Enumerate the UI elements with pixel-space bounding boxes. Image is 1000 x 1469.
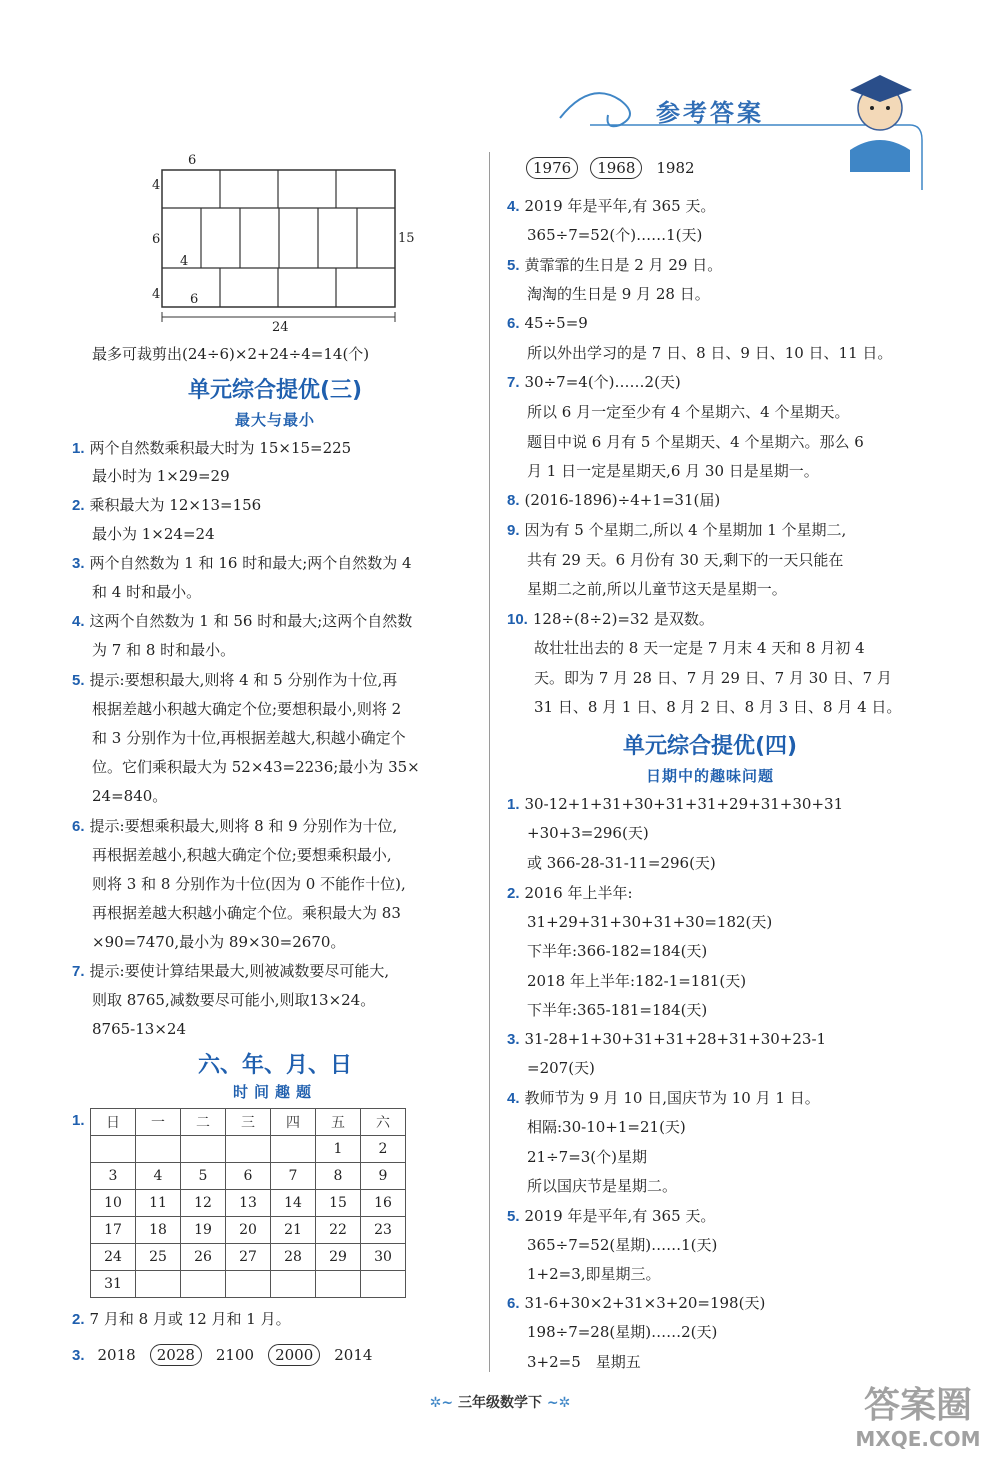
left-q6-line4: 再根据差越大积越小确定个位。乘积最大为 83 bbox=[92, 904, 401, 922]
left-q6-line2: 再根据差越小,积越大确定个位;要想乘积最小, bbox=[92, 846, 392, 864]
left-q5-line1: 5. 提示:要想积最大,则将 4 和 5 分别作为十位,再 bbox=[72, 671, 398, 689]
right-s1-line1: 1. 30-12+1+31+30+31+31+29+31+30+31 bbox=[507, 795, 844, 813]
left-q1-line2: 最小时为 1×29=29 bbox=[92, 467, 230, 485]
oval-1976: 1976 bbox=[526, 157, 578, 179]
left-q1-line1: 1. 两个自然数乘积最大时为 15×15=225 bbox=[72, 439, 352, 457]
cal-cell: 31 bbox=[91, 1271, 136, 1298]
cal-cell: 26 bbox=[181, 1244, 226, 1271]
cal-cell: 2 bbox=[361, 1136, 406, 1163]
right-years: 1976 1968 1982 bbox=[520, 157, 703, 179]
right-r5-line2: 淘淘的生日是 9 月 28 日。 bbox=[527, 285, 710, 303]
cal-cell bbox=[226, 1136, 271, 1163]
cal-cell: 3 bbox=[91, 1163, 136, 1190]
right-r5-line1: 5. 黄霏霏的生日是 2 月 29 日。 bbox=[507, 256, 723, 274]
right-r9-line1: 9. 因为有 5 个星期二,所以 4 个星期加 1 个星期二, bbox=[507, 521, 847, 539]
cal-cell: 9 bbox=[361, 1163, 406, 1190]
cal-head: 五 bbox=[316, 1109, 361, 1136]
column-divider bbox=[489, 152, 490, 1372]
right-r8: 8. (2016-1896)÷4+1=31(届) bbox=[507, 491, 721, 509]
header-title: 参考答案 bbox=[656, 99, 764, 127]
cal-cell bbox=[271, 1271, 316, 1298]
right-r6-line1: 6. 45÷5=9 bbox=[507, 314, 588, 332]
cal-cell: 13 bbox=[226, 1190, 271, 1217]
cal-cell: 25 bbox=[136, 1244, 181, 1271]
footer-text: 三年级数学下 bbox=[458, 1395, 542, 1411]
left-top-line: 最多可裁剪出(24÷6)×2+24÷4=14(个) bbox=[92, 345, 370, 363]
section4-subtitle: 日期中的趣味问题 bbox=[645, 767, 774, 785]
cal-cell: 16 bbox=[361, 1190, 406, 1217]
right-r7-line3: 题目中说 6 月有 5 个星期天、4 个星期六。那么 6 bbox=[527, 433, 864, 451]
right-s2-line2: 31+29+31+30+31+30=182(天) bbox=[527, 913, 773, 931]
left-q5-line5: 24=840。 bbox=[92, 787, 168, 805]
cal-cell bbox=[136, 1271, 181, 1298]
right-s5-line2: 365÷7=52(星期)……1(天) bbox=[527, 1236, 718, 1254]
section3-subtitle: 最大与最小 bbox=[234, 411, 315, 429]
left-q5-line2: 根据差越小积越大确定个位;要想积最小,则将 2 bbox=[92, 700, 402, 718]
right-r9-line3: 星期二之前,所以儿童节这天是星期一。 bbox=[527, 580, 787, 598]
flourish-left-icon: ✲~ bbox=[429, 1395, 454, 1411]
left-q7-line2: 则取 8765,减数要尽可能小,则取13×24。 bbox=[92, 991, 376, 1009]
cal-head: 三 bbox=[226, 1109, 271, 1136]
right-r7-line2: 所以 6 月一定至少有 4 个星期六、4 个星期天。 bbox=[527, 403, 850, 421]
cal-cell bbox=[316, 1271, 361, 1298]
cal-head: 六 bbox=[361, 1109, 406, 1136]
left-q2b: 2. 7 月和 8 月或 12 月和 1 月。 bbox=[72, 1310, 291, 1328]
flourish-right-icon: ~✲ bbox=[546, 1395, 571, 1411]
cal-cell: 5 bbox=[181, 1163, 226, 1190]
cal-cell bbox=[91, 1136, 136, 1163]
cal-cell: 7 bbox=[271, 1163, 316, 1190]
oval-1968: 1968 bbox=[590, 157, 642, 179]
cal-cell: 22 bbox=[316, 1217, 361, 1244]
cal-cell: 23 bbox=[361, 1217, 406, 1244]
cal-cell bbox=[181, 1136, 226, 1163]
cal-cell: 10 bbox=[91, 1190, 136, 1217]
section6-title: 六、年、月、日 bbox=[197, 1053, 352, 1078]
section3-title: 单元综合提优(三) bbox=[187, 378, 363, 403]
cal-cell: 12 bbox=[181, 1190, 226, 1217]
fig-label-inner-6: 6 bbox=[190, 292, 199, 307]
left-q3-line2: 和 4 时和最小。 bbox=[92, 583, 202, 601]
left-q7-line3: 8765-13×24 bbox=[92, 1020, 186, 1038]
right-s6-line2: 198÷7=28(星期)……2(天) bbox=[527, 1323, 718, 1341]
right-s6-line1: 6. 31-6+30×2+31×3+20=198(天) bbox=[507, 1294, 766, 1312]
left-q5-line3: 和 3 分别作为十位,再根据差越大,积越小确定个 bbox=[92, 729, 406, 747]
right-r10-line4: 31 日、8 月 1 日、8 月 2 日、8 月 3 日、8 月 4 日。 bbox=[534, 698, 902, 716]
right-s5-line3: 1+2=3,即星期三。 bbox=[527, 1265, 661, 1283]
right-s3-line2: =207(天) bbox=[527, 1059, 595, 1077]
left-q3b: 3. 2018 2028 2100 2000 2014 bbox=[72, 1346, 373, 1364]
calendar-table bbox=[90, 1108, 406, 1298]
cal-cell: 19 bbox=[181, 1217, 226, 1244]
left-q4-line1: 4. 这两个自然数为 1 和 56 时和最大;这两个自然数 bbox=[72, 612, 413, 630]
header-decoration bbox=[550, 60, 930, 200]
watermark-logo bbox=[848, 1385, 988, 1451]
right-r4-line2: 365÷7=52(个)……1(天) bbox=[527, 226, 703, 244]
right-r4-line1: 4. 2019 年是平年,有 365 天。 bbox=[507, 197, 716, 215]
cal-cell: 6 bbox=[226, 1163, 271, 1190]
fig-label-bottom: 24 bbox=[272, 320, 289, 335]
left-q6-line5: ×90=7470,最小为 89×30=2670。 bbox=[92, 933, 346, 951]
right-r9-line2: 共有 29 天。6 月份有 30 天,剩下的一天只能在 bbox=[527, 551, 844, 569]
right-r7-line4: 月 1 日一定是星期天,6 月 30 日是星期一。 bbox=[527, 462, 819, 480]
cal-cell bbox=[136, 1136, 181, 1163]
right-r10-line3: 天。即为 7 月 28 日、7 月 29 日、7 月 30 日、7 月 bbox=[534, 669, 892, 687]
right-s4-line2: 相隔:30-10+1=21(天) bbox=[527, 1118, 686, 1136]
right-r10-line1: 10. 128÷(8÷2)=32 是双数。 bbox=[507, 610, 714, 628]
fig-label-left-bottom: 4 bbox=[152, 287, 161, 302]
right-s5-line1: 5. 2019 年是平年,有 365 天。 bbox=[507, 1207, 716, 1225]
right-s2-line3: 下半年:366-182=184(天) bbox=[527, 942, 708, 960]
cal-cell: 18 bbox=[136, 1217, 181, 1244]
cal-cell: 21 bbox=[271, 1217, 316, 1244]
cal-head: 四 bbox=[271, 1109, 316, 1136]
right-r6-line2: 所以外出学习的是 7 日、8 日、9 日、10 日、11 日。 bbox=[527, 344, 893, 362]
right-r7-line1: 7. 30÷7=4(个)……2(天) bbox=[507, 373, 681, 391]
right-s2-line1: 2. 2016 年上半年: bbox=[507, 884, 633, 902]
right-s2-line4: 2018 年上半年:182-1=181(天) bbox=[527, 972, 747, 990]
fig-label-right: 15 bbox=[398, 231, 415, 246]
right-s1-line3: 或 366-28-31-11=296(天) bbox=[527, 854, 716, 872]
left-q7-line1: 7. 提示:要使计算结果最大,则被减数要尽可能大, bbox=[72, 962, 390, 980]
watermark-line2: MXQE.COM bbox=[855, 1427, 981, 1451]
cal-cell bbox=[361, 1271, 406, 1298]
section6-subtitle: 时间趣题 bbox=[232, 1083, 317, 1101]
right-s6-line3: 3+2=5 星期五 bbox=[527, 1353, 641, 1371]
cal-head: 日 bbox=[91, 1109, 136, 1136]
cal-head: 一 bbox=[136, 1109, 181, 1136]
cal-cell: 11 bbox=[136, 1190, 181, 1217]
cal-cell: 28 bbox=[271, 1244, 316, 1271]
left-q2-line2: 最小为 1×24=24 bbox=[92, 525, 215, 543]
left-q5-line4: 位。它们乘积最大为 52×43=2236;最小为 35× bbox=[92, 758, 420, 776]
watermark-line1: 答案圈 bbox=[863, 1385, 972, 1426]
cal-cell: 29 bbox=[316, 1244, 361, 1271]
cal-cell bbox=[181, 1271, 226, 1298]
left-q4-line2: 为 7 和 8 时和最小。 bbox=[92, 641, 236, 659]
right-r10-line2: 故壮壮出去的 8 天一定是 7 月末 4 天和 8 月初 4 bbox=[534, 639, 865, 657]
left-q6-line1: 6. 提示:要想乘积最大,则将 8 和 9 分别作为十位, bbox=[72, 817, 398, 835]
right-s4-line3: 21÷7=3(个)星期 bbox=[527, 1148, 648, 1166]
cal-head: 二 bbox=[181, 1109, 226, 1136]
right-s4-line1: 4. 教师节为 9 月 10 日,国庆节为 10 月 1 日。 bbox=[507, 1089, 820, 1107]
right-s3-line1: 3. 31-28+1+30+31+31+28+31+30+23-1 bbox=[507, 1030, 827, 1048]
cal-cell: 15 bbox=[316, 1190, 361, 1217]
right-s1-line2: +30+3=296(天) bbox=[527, 824, 649, 842]
cal-cell: 24 bbox=[91, 1244, 136, 1271]
fig-label-inner-4: 4 bbox=[180, 254, 189, 269]
fig-label-left-mid: 6 bbox=[152, 232, 161, 247]
oval-2000: 2000 bbox=[268, 1344, 320, 1366]
rect-cutting-figure bbox=[150, 150, 430, 340]
oval-2028: 2028 bbox=[150, 1344, 202, 1366]
right-s4-line4: 所以国庆节是星期二。 bbox=[527, 1177, 678, 1195]
fig-label-left-top: 4 bbox=[152, 178, 161, 193]
cal-cell: 14 bbox=[271, 1190, 316, 1217]
left-q6-line3: 则将 3 和 8 分别作为十位(因为 0 不能作十位), bbox=[92, 875, 406, 893]
cal-cell: 8 bbox=[316, 1163, 361, 1190]
cal-cell: 17 bbox=[91, 1217, 136, 1244]
cal-cell bbox=[271, 1136, 316, 1163]
section4-title: 单元综合提优(四) bbox=[622, 734, 798, 759]
left-q2-line1: 2. 乘积最大为 12×13=156 bbox=[72, 496, 262, 514]
left-q3-line1: 3. 两个自然数为 1 和 16 时和最大;两个自然数为 4 bbox=[72, 554, 412, 572]
cal-cell: 30 bbox=[361, 1244, 406, 1271]
calendar-number: 1. bbox=[72, 1112, 85, 1129]
cal-cell: 1 bbox=[316, 1136, 361, 1163]
cal-cell: 27 bbox=[226, 1244, 271, 1271]
cal-cell: 4 bbox=[136, 1163, 181, 1190]
cal-cell: 20 bbox=[226, 1217, 271, 1244]
right-s2-line5: 下半年:365-181=184(天) bbox=[527, 1001, 708, 1019]
fig-label-top: 6 bbox=[188, 153, 197, 168]
cal-cell bbox=[226, 1271, 271, 1298]
